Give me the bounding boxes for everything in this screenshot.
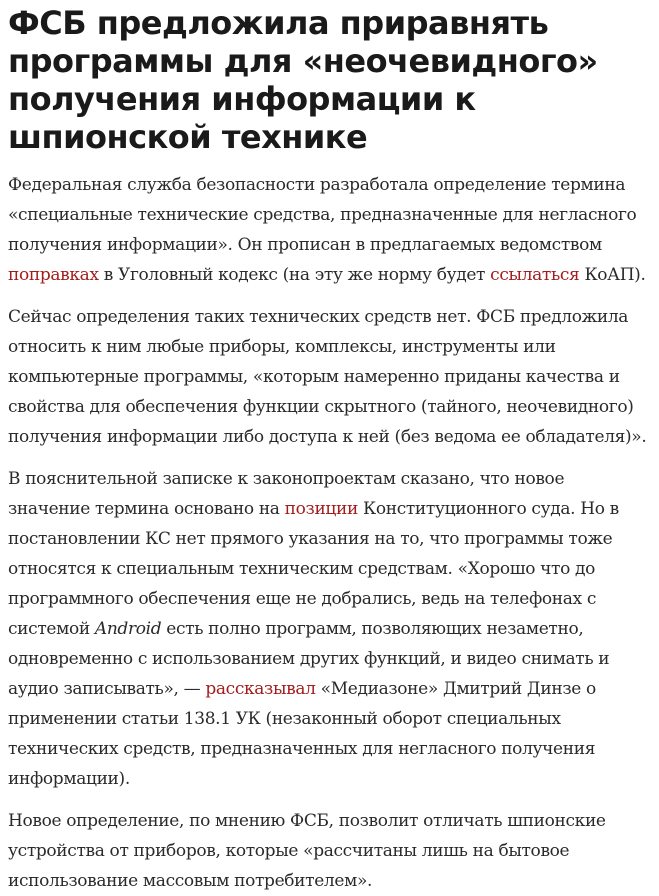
paragraph-text: Сейчас определения таких технических средств нет. ФСБ предложила относить к ним любые приборы, комплексы, инструменты или компьютерные программы, «которым намеренно приданы качества и свойства для обеспечения функции скрытного (тайного, неочевидного) получения информации либо доступа к ней (без ведома ее обладателя)».: [8, 307, 647, 447]
paragraph-text: в Уголовный кодекс (на эту же норму будет: [98, 265, 491, 285]
constitutional-court-position-link[interactable]: позиции: [284, 499, 358, 519]
article-title: ФСБ предложила приравнять программы для «неочевидного» получения информации к шпионской технике: [8, 4, 598, 156]
paragraph-text: Новое определение, по мнению ФСБ, позволит отличать шпионские устройства от приборов, которые «рассчитаны лишь на бытовое использование массовым потребителем».: [8, 811, 606, 891]
paragraph-2: [8, 302, 651, 452]
paragraph-3: [8, 464, 651, 794]
paragraph-text: Конституционного суда. Но в постановлении КС нет прямого указания на то, что программы тоже относятся к специальным техническим средствам. «Хорошо что до программного обеспечения еще не добрались, ведь на телефонах с системой: [8, 499, 619, 639]
paragraph-text: «Медиазоне» Дмитрий Динзе о применении статьи 138.1 УК (незаконный оборот специальных технических средств, предназначенных для негласного получения информации).: [8, 679, 596, 789]
paragraph-text: В пояснительной записке к законопроектам сказано, что новое значение термина основано на: [8, 469, 565, 519]
amendments-link[interactable]: поправках: [8, 265, 99, 285]
koap-reference-link[interactable]: ссылаться: [490, 265, 580, 285]
interview-link[interactable]: рассказывал: [205, 679, 316, 699]
paragraph-1: [8, 170, 651, 290]
paragraph-4: [8, 806, 651, 896]
paragraph-text: Федеральная служба безопасности разработала определение термина «специальные технические средства, предназначенные для негласного получения информации». Он прописан в предлагаемых ведомством: [8, 175, 637, 255]
paragraph-text: есть полно программ, позволяющих незаметно, одновременно с использованием других функций, и видео снимать и аудио записывать», —: [8, 619, 610, 699]
article: [0, 4, 659, 896]
android-italic: Android: [94, 619, 162, 639]
paragraph-text: КоАП).: [579, 265, 646, 285]
